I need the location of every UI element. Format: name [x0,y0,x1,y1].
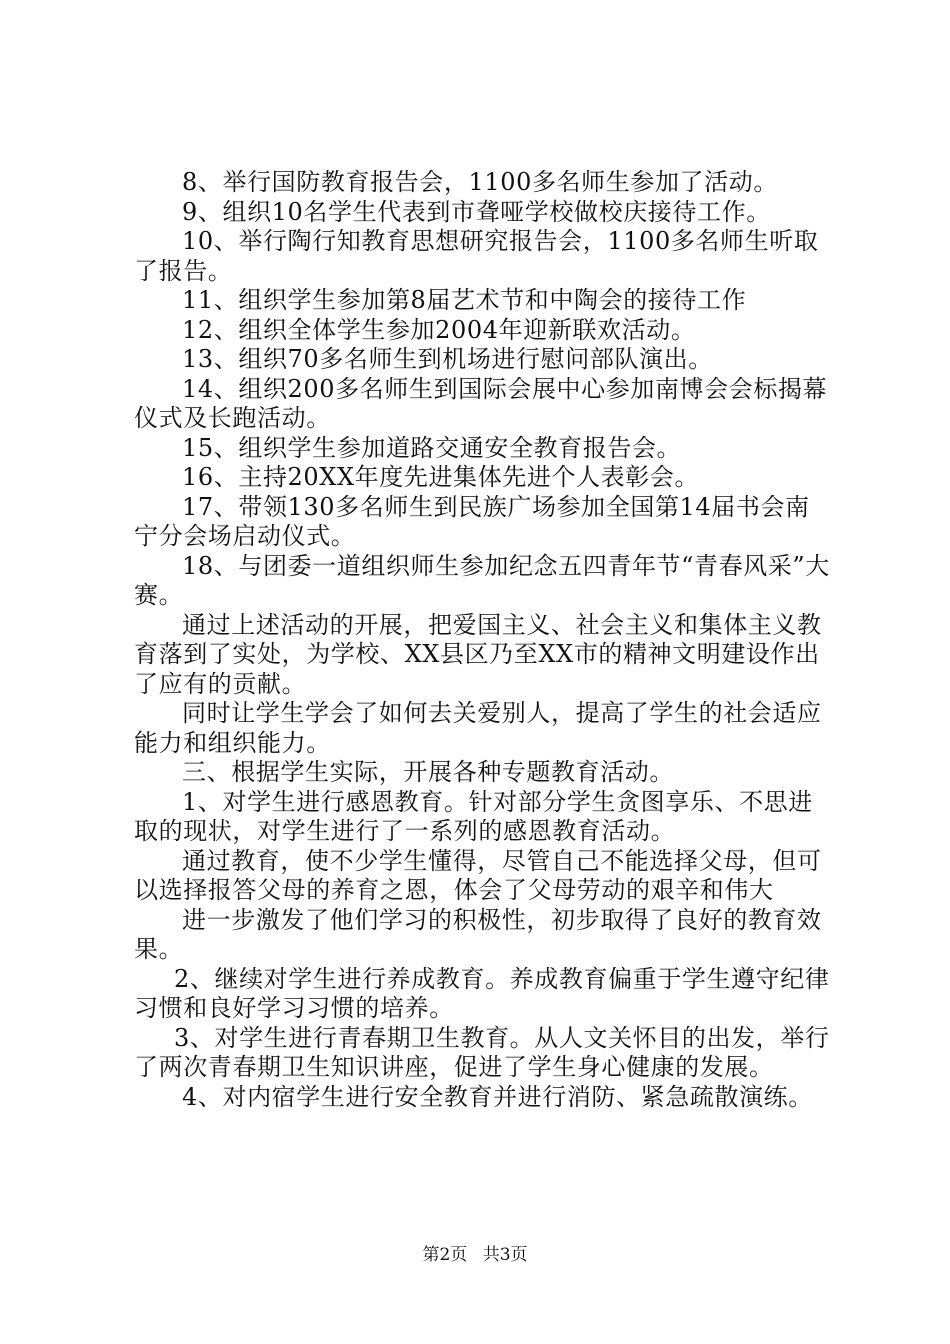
paragraph: 同时让学生学会了如何去关爱别人，提高了学生的社会适应能力和组织能力。 [134,699,822,757]
paragraph: 8、举行国防教育报告会，1100多名师生参加了活动。 [182,168,778,196]
paragraph: 通过上述活动的开展，把爱国主义、社会主义和集体主义教育落到了实处，为学校、XX县区乃至XX市的精神文明建设作出了应有的贡献。 [134,610,822,698]
paragraph: 1、对学生进行感恩教育。针对部分学生贪图享乐、不思进取的现状，对学生进行了一系列的感恩教育活动。 [134,787,813,845]
paragraph: 9、组织10名学生代表到市聋哑学校做校庆接待工作。 [182,197,771,226]
section-heading: 三、根据学生实际，开展各种专题教育活动。 [182,758,674,786]
document-body [134,168,834,1112]
paragraph: 13、组织70多名师生到机场进行慰问部队演出。 [182,345,713,373]
paragraph: 通过教育，使不少学生懂得，尽管自己不能选择父母，但可以选择报答父母的养育之恩，体会了父母劳动的艰辛和伟大 [134,846,822,904]
paragraph: 18、与团委一道组织师生参加纪念五四青年节“青春风采”大赛。 [134,551,830,609]
paragraph: 17、带领130多名师生到民族广场参加全国第14届书会南宁分会场启动仪式。 [134,492,810,550]
paragraph: 11、组织学生参加第8届艺术节和中陶会的接待工作 [182,286,747,314]
page-footer [0,1244,950,1266]
paragraph: 16、主持20XX年度先进集体先进个人表彰会。 [182,463,700,491]
paragraph: 2、继续对学生进行养成教育。养成教育偏重于学生遵守纪律习惯和良好学习习惯的培养。 [134,964,830,1022]
paragraph: 3、对学生进行青春期卫生教育。从人文关怀目的出发，举行了两次青春期卫生知识讲座，促进了学生身心健康的发展。 [134,1023,830,1081]
paragraph: 12、组织全体学生参加2004年迎新联欢活动。 [182,315,696,344]
page-number: 第2页 [422,1245,468,1265]
paragraph: 14、组织200多名师生到国际会展中心参加南博会会标揭幕仪式及长跑活动。 [134,374,828,432]
page-total: 共3页 [482,1245,528,1265]
paragraph: 4、对内宿学生进行安全教育并进行消防、紧急疏散演练。 [182,1082,813,1111]
paragraph: 10、举行陶行知教育思想研究报告会，1100多名师生听取了报告。 [134,227,819,285]
paragraph: 进一步激发了他们学习的积极性，初步取得了良好的教育效果。 [134,905,822,963]
paragraph: 15、组织学生参加道路交通安全教育报告会。 [182,433,682,462]
